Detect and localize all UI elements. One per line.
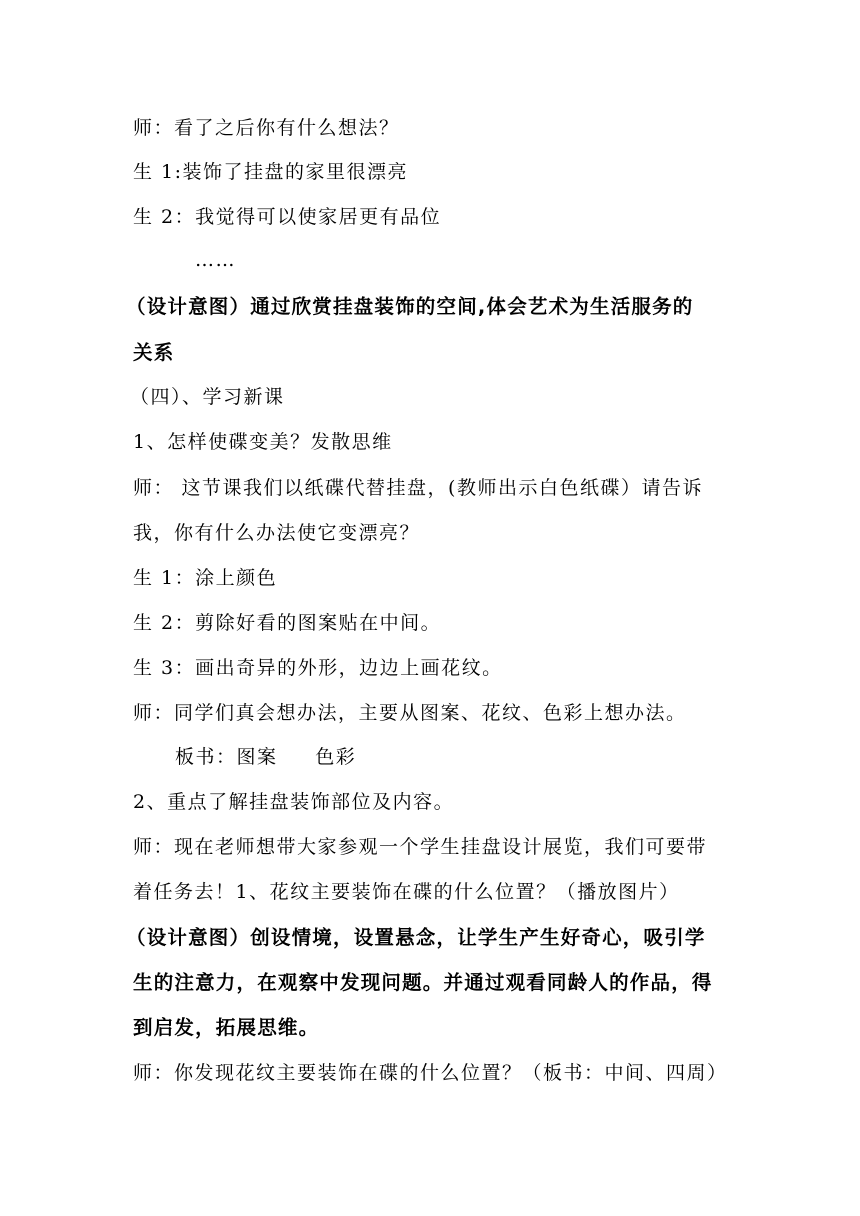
dialogue-teacher-exhibition-cont: 着任务去！1、花纹主要装饰在碟的什么位置？（播放图片） bbox=[133, 881, 680, 903]
design-intent-2-end: 到启发，拓展思维。 bbox=[133, 1016, 320, 1039]
dialogue-teacher-question: 师：看了之后你有什么想法？ bbox=[133, 117, 400, 139]
dialogue-student-2: 生 2：我觉得可以使家居更有品位 bbox=[133, 206, 442, 228]
design-intent-1-cont: 关系 bbox=[133, 341, 175, 364]
blackboard-note: 板书：图案 色彩 bbox=[175, 746, 357, 768]
dialogue-teacher-intro: 师： 这节课我们以纸碟代替挂盘，(教师出示白色纸碟）请告诉 bbox=[133, 477, 703, 499]
dialogue-student-1: 生 1:装饰了挂盘的家里很漂亮 bbox=[133, 161, 409, 183]
subheading-2: 2、重点了解挂盘装饰部位及内容。 bbox=[133, 791, 455, 813]
design-intent-2: （设计意图）创设情境，设置悬念，让学生产生好奇心，吸引学 bbox=[126, 926, 706, 949]
design-intent-1: （设计意图）通过欣赏挂盘装饰的空间,体会艺术为生活服务的 bbox=[126, 295, 694, 318]
design-intent-2-cont: 生的注意力，在观察中发现问题。并通过观看同龄人的作品，得 bbox=[133, 971, 713, 994]
ellipsis: …… bbox=[195, 249, 236, 271]
dialogue-teacher-summary: 师：同学们真会想办法，主要从图案、花纹、色彩上想办法。 bbox=[133, 702, 687, 724]
subheading-1: 1、怎样使碟变美？发散思维 bbox=[133, 431, 393, 453]
dialogue-student-answer-2: 生 2：剪除好看的图案贴在中间。 bbox=[133, 612, 442, 634]
dialogue-student-answer-3: 生 3：画出奇异的外形，边边上画花纹。 bbox=[133, 657, 503, 679]
dialogue-teacher-exhibition: 师：现在老师想带大家参观一个学生挂盘设计展览，我们可要带 bbox=[133, 836, 708, 858]
dialogue-teacher-intro-cont: 我，你有什么办法使它变漂亮？ bbox=[133, 522, 421, 544]
dialogue-student-answer-1: 生 1：涂上颜色 bbox=[133, 567, 278, 589]
section-heading-new-lesson: （四）、学习新课 bbox=[130, 386, 285, 408]
dialogue-teacher-final-question: 师：你发现花纹主要装饰在碟的什么位置？（板书：中间、四周） bbox=[133, 1062, 728, 1084]
